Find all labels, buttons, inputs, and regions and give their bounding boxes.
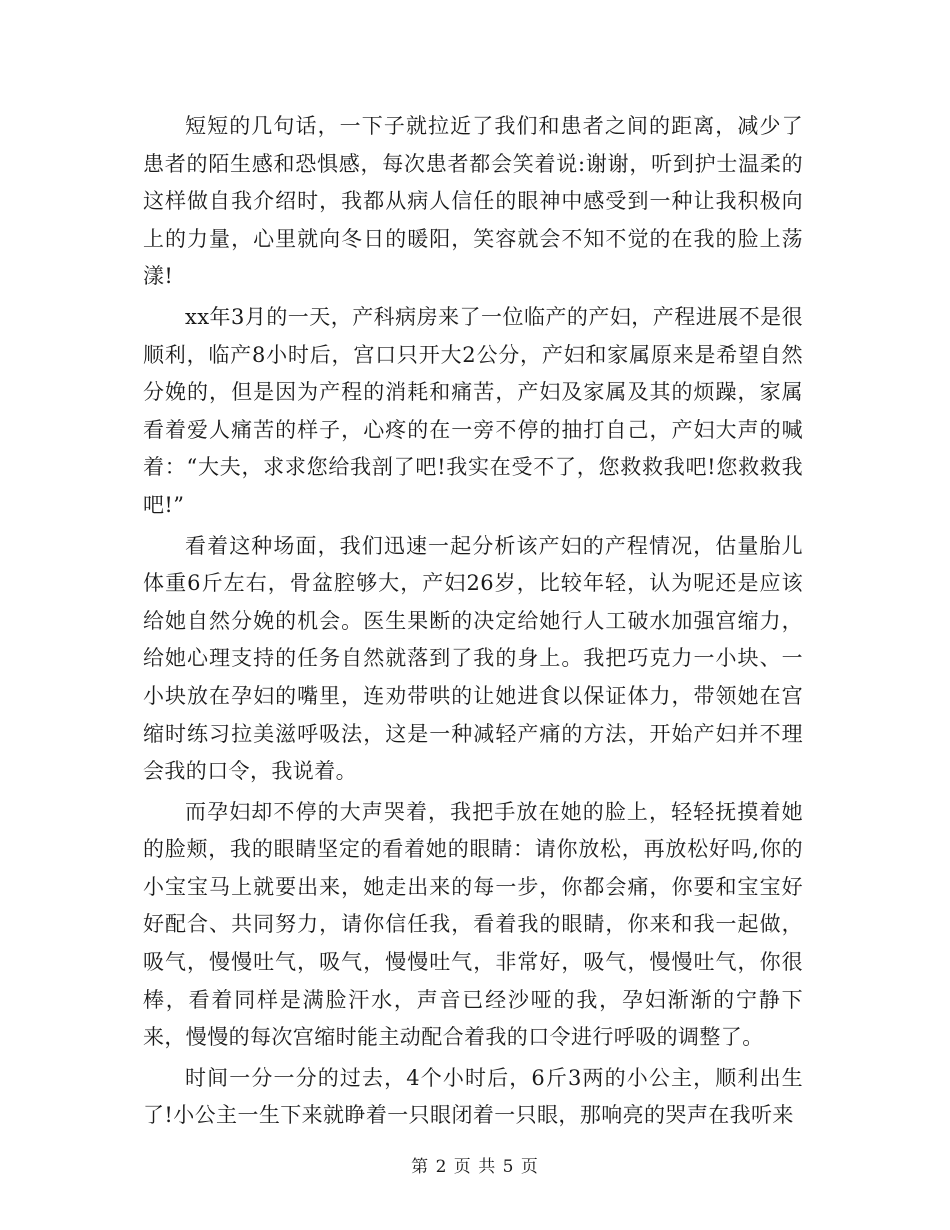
- paragraph-4: 而孕妇却不停的大声哭着，我把手放在她的脸上，轻轻抚摸着她的脸颊，我的眼睛坚定的看着她的眼睛：请你放松，再放松好吗,你的小宝宝马上就要出来，她走出来的每一步，你都会痛，你要和宝宝好好配合、共同努力，请你信任我，看着我的眼睛，你来和我一起做，吸气，慢慢吐气，吸气，慢慢吐气，非常好，吸气，慢慢吐气，你很棒，看着同样是满脸汗水，声音已经沙哑的我，孕妇渐渐的宁静下来，慢慢的每次宫缩时能主动配合着我的口令进行呼吸的调整了。: [143, 799, 803, 1050]
- paragraph-5: 时间一分一分的过去，4个小时后，6斤3两的小公主，顺利出生了!小公主一生下来就睁着一只眼闭着一只眼，那响亮的哭声在我听来: [143, 1065, 803, 1128]
- paragraph-2: xx年3月的一天，产科病房来了一位临产的产妇，产程进展不是很顺利，临产8小时后，宫口只开大2公分，产妇和家属原来是希望自然分娩的，但是因为产程的消耗和痛苦，产妇及家属及其的烦躁，家属看着爱人痛苦的样子，心疼的在一旁不停的抽打自己，产妇大声的喊着：“大夫，求求您给我剖了吧!我实在受不了，您救救我吧!您救救我吧!”: [143, 304, 803, 517]
- paragraph-1: 短短的几句话，一下子就拉近了我们和患者之间的距离，减少了患者的陌生感和恐惧感，每次患者都会笑着说:谢谢，听到护士温柔的这样做自我介绍时，我都从病人信任的眼神中感受到一种让我积极向上的力量，心里就向冬日的暖阳，笑容就会不知不觉的在我的脸上荡漾!: [143, 114, 803, 289]
- page-footer: 第 2 页 共 5 页: [411, 1157, 539, 1177]
- paragraph-3: 看着这种场面，我们迅速一起分析该产妇的产程情况，估量胎儿体重6斤左右，骨盆腔够大，产妇26岁，比较年轻，认为呢还是应该给她自然分娩的机会。医生果断的决定给她行人工破水加强宫缩力，给她心理支持的任务自然就落到了我的身上。我把巧克力一小块、一小块放在孕妇的嘴里，连劝带哄的让她进食以保证体力，带领她在宫缩时练习拉美滋呼吸法，这是一种减轻产痛的方法，开始产妇并不理会我的口令，我说着。: [143, 533, 803, 784]
- document-body: [143, 108, 803, 1138]
